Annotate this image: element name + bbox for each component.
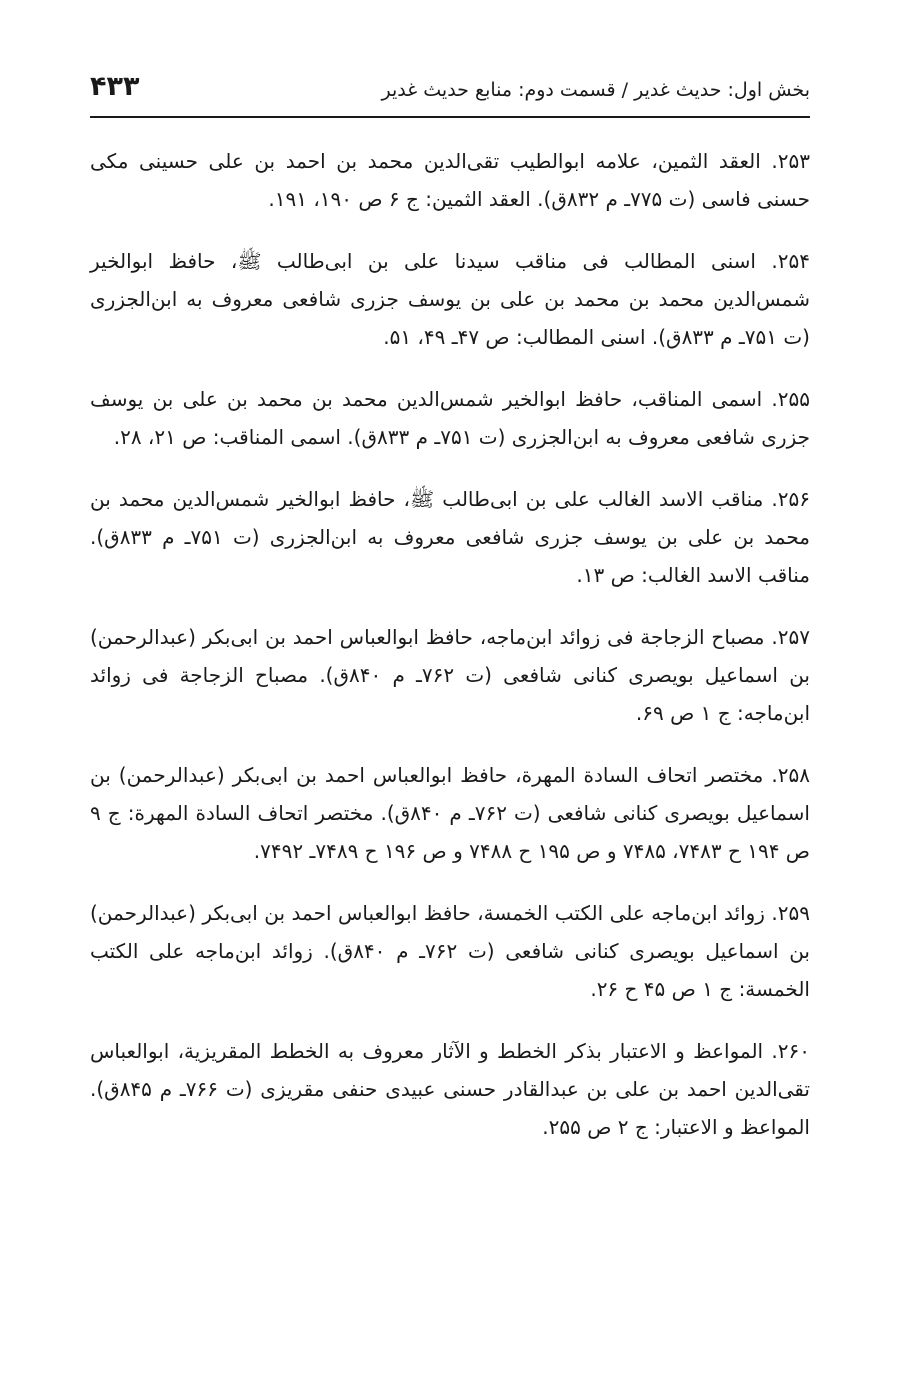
bibliography-list [90, 142, 810, 1170]
entry-number: ۲۵۴. [771, 249, 810, 273]
bibliography-entry [90, 1032, 810, 1146]
running-head: بخش اول: حدیث غدیر / قسمت دوم: منابع حدیث غدیر [381, 79, 810, 101]
book-page [90, 0, 810, 1390]
entry-number: ۲۵۵. [771, 387, 810, 411]
entry-text: اسنی المطالب فی مناقب سیدنا علی بن ابی‌طالب ﷺ، حافظ ابوالخیر شمس‌الدین محمد بن محمد بن علی بن یوسف جزری شافعی معروف به ابن‌الجزری (ت ۷۵۱ـ م ۸۳۳ق). اسنی المطالب: ص ۴۷ـ ۴۹، ۵۱. [90, 249, 810, 349]
bibliography-entry [90, 142, 810, 218]
bibliography-entry [90, 756, 810, 870]
entry-number: ۲۵۸. [771, 763, 810, 787]
entry-number: ۲۵۶. [771, 487, 810, 511]
entry-text: مناقب الاسد الغالب علی بن ابی‌طالب ﷺ، حافظ ابوالخیر شمس‌الدین محمد بن محمد بن علی بن یوسف جزری شافعی معروف به ابن‌الجزری (ت ۷۵۱ـ م ۸۳۳ق). مناقب الاسد الغالب: ص ۱۳. [90, 487, 810, 587]
bibliography-entry [90, 618, 810, 732]
bibliography-entry [90, 894, 810, 1008]
bibliography-entry [90, 380, 810, 456]
bibliography-entry [90, 480, 810, 594]
entry-text: مصباح الزجاجة فی زوائد ابن‌ماجه، حافظ ابوالعباس احمد بن ابی‌بکر (عبدالرحمن) بن اسماعیل بویصری کنانی شافعی (ت ۷۶۲ـ م ۸۴۰ق). مصباح الزجاجة فی زوائد ابن‌ماجه: ج ۱ ص ۶۹. [90, 625, 810, 725]
entry-text: العقد الثمین، علامه ابوالطیب تقی‌الدین محمد بن احمد بن علی حسینی مکی حسنی فاسی (ت ۷۷۵ـ م ۸۳۲ق). العقد الثمین: ج ۶ ص ۱۹۰، ۱۹۱. [90, 149, 810, 211]
page-number: ۴۳۳ [90, 71, 140, 102]
entry-number: ۲۶۰. [771, 1039, 811, 1063]
entry-text: اسمی المناقب، حافظ ابوالخیر شمس‌الدین محمد بن محمد بن علی بن یوسف جزری شافعی معروف به ابن‌الجزری (ت ۷۵۱ـ م ۸۳۳ق). اسمی المناقب: ص ۲۱، ۲۸. [90, 387, 810, 449]
entry-number: ۲۵۳. [771, 149, 810, 173]
bibliography-entry [90, 242, 810, 356]
entry-text: زوائد ابن‌ماجه علی الکتب الخمسة، حافظ ابوالعباس احمد بن ابی‌بکر (عبدالرحمن) بن اسماعیل بویصری کنانی شافعی (ت ۷۶۲ـ م ۸۴۰ق). زوائد ابن‌ماجه علی الکتب الخمسة: ج ۱ ص ۴۵ ح ۲۶. [90, 901, 810, 1001]
entry-text: المواعظ و الاعتبار بذکر الخطط و الآثار معروف به الخطط المقریزیة، ابوالعباس تقی‌الدین احمد بن علی بن عبدالقادر حسنی عبیدی حنفی مقریزی (ت ۷۶۶ـ م ۸۴۵ق). المواعظ و الاعتبار: ج ۲ ص ۲۵۵. [90, 1039, 810, 1139]
page-header [90, 72, 810, 108]
entry-number: ۲۵۷. [771, 625, 810, 649]
header-rule [90, 116, 810, 118]
entry-number: ۲۵۹. [771, 901, 811, 925]
entry-text: مختصر اتحاف السادة المهرة، حافظ ابوالعباس احمد بن ابی‌بکر (عبدالرحمن) بن اسماعیل بویصری کنانی شافعی (ت ۷۶۲ـ م ۸۴۰ق). مختصر اتحاف السادة المهرة: ج ۹ ص ۱۹۴ ح ۷۴۸۳، ۷۴۸۵ و ص ۱۹۵ ح ۷۴۸۸ و ص ۱۹۶ ح ۷۴۸۹ـ ۷۴۹۲. [90, 763, 810, 863]
